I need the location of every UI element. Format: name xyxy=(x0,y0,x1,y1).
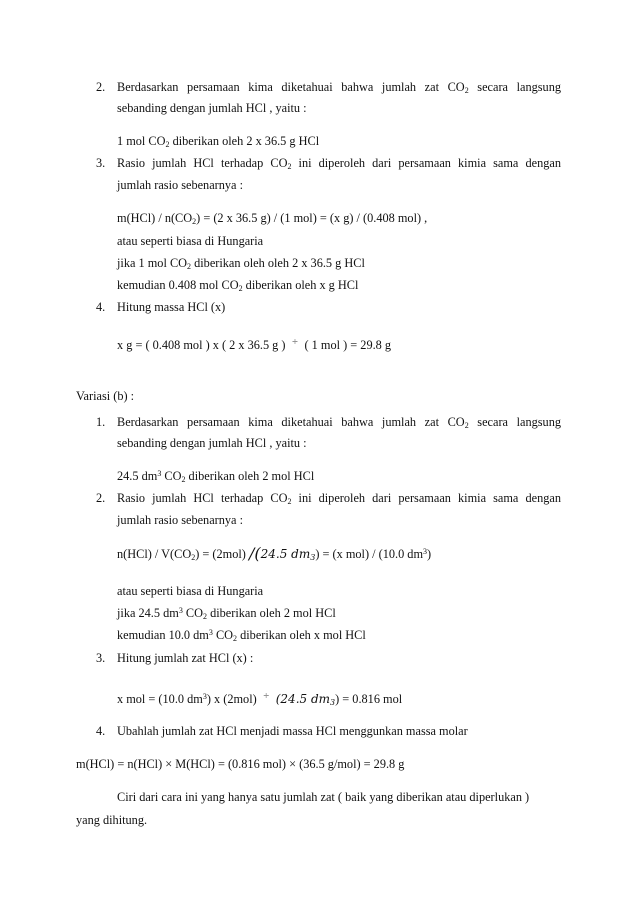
paragraph-line: atau seperti biasa di Hungaria xyxy=(117,234,264,248)
superscript: 3 xyxy=(157,469,162,478)
text-span: diberikan oleh 2 mol HCl xyxy=(207,606,336,620)
paragraph-line: atau seperti biasa di Hungaria xyxy=(117,584,264,598)
text-span: kemudian 10.0 dm xyxy=(117,628,209,642)
text-span: /( xyxy=(248,544,261,563)
text-span: kemudian 0.408 mol CO xyxy=(117,278,239,292)
text-span: secara langsung xyxy=(468,80,561,94)
list-number: 2. xyxy=(96,491,106,505)
text-span: Berdasarkan persamaan kima diketahuai bahwa jumlah zat CO xyxy=(117,415,465,429)
paragraph-line xyxy=(117,277,358,293)
divide-icon: ÷ xyxy=(291,337,299,346)
text-span: n(HCl) / V(CO xyxy=(117,547,192,561)
text-span: 24.5 xyxy=(260,547,292,561)
text-span: CO xyxy=(212,628,234,642)
paragraph-line xyxy=(117,627,366,643)
subscript: 2 xyxy=(233,634,238,643)
text-span: Rasio jumlah HCl terhadap CO xyxy=(117,491,288,505)
text-span: dm xyxy=(291,547,311,561)
superscript: 3 xyxy=(202,692,207,701)
subscript: 2 xyxy=(464,86,469,95)
subscript: 3 xyxy=(330,698,336,707)
equation-line xyxy=(117,688,402,707)
paragraph-line: Ciri dari cara ini yang hanya satu jumlah zat ( baik yang diberikan atau diperlukan ) xyxy=(117,790,530,804)
list-number: 4. xyxy=(96,300,106,314)
list-number: 2. xyxy=(96,80,106,94)
equation-line xyxy=(117,468,314,484)
list-number: 1. xyxy=(96,415,106,429)
math-expression xyxy=(248,544,316,563)
text-span: CO xyxy=(161,469,182,483)
subscript: 2 xyxy=(192,217,197,226)
subscript: 2 xyxy=(238,284,243,293)
text-span: CO xyxy=(182,606,203,620)
subscript: 2 xyxy=(165,140,170,149)
text-span: 24.5 xyxy=(280,692,311,706)
text-span: diberikan oleh x mol HCl xyxy=(237,628,366,642)
text-span: diberikan oleh oleh 2 x 36.5 g HCl xyxy=(191,256,365,270)
equation-line xyxy=(117,210,427,226)
paragraph-line xyxy=(117,255,365,271)
text-span: jika 24.5 dm xyxy=(117,606,179,620)
text-span: ( xyxy=(275,692,281,706)
text-span: ) = (x mol) / (10.0 dm xyxy=(315,547,424,561)
text-span: ) xyxy=(427,547,432,561)
paragraph-line xyxy=(117,155,561,171)
text-span: dm xyxy=(310,692,331,706)
divide-icon: ÷ xyxy=(262,691,270,700)
text-span: ) = (2mol) xyxy=(195,547,249,561)
paragraph-line: Hitung jumlah zat HCl (x) : xyxy=(117,651,254,665)
text-span: 24.5 dm xyxy=(117,469,158,483)
text-span: secara langsung xyxy=(468,415,561,429)
text-span: Rasio jumlah HCl terhadap CO xyxy=(117,156,288,170)
math-expression xyxy=(276,692,335,706)
list-number: 3. xyxy=(96,156,106,170)
subscript: 2 xyxy=(287,162,292,171)
equation-line: m(HCl) = n(HCl) × M(HCl) = (0.816 mol) × (36.5 g/mol) = 29.8 g xyxy=(76,757,405,771)
paragraph-line: Ubahlah jumlah zat HCl menjadi massa HCl menggunkan massa molar xyxy=(117,724,468,738)
paragraph-line: sebanding dengan jumlah HCl , yaitu : xyxy=(117,101,307,115)
equation-line xyxy=(117,334,391,353)
list-number: 4. xyxy=(96,724,106,738)
text-span: 1 mol CO xyxy=(117,134,166,148)
superscript: 3 xyxy=(178,606,183,615)
text-span: ini diperoleh dari persamaan kimia sama dengan xyxy=(291,491,561,505)
paragraph-line xyxy=(117,490,561,506)
list-number: 3. xyxy=(96,651,106,665)
paragraph-line xyxy=(117,79,561,95)
paragraph-line xyxy=(117,414,561,430)
equation-line xyxy=(117,133,319,149)
text-span: x mol = (10.0 dm xyxy=(117,692,203,706)
subscript: 2 xyxy=(181,475,186,484)
text-span: diberikan oleh x g HCl xyxy=(242,278,359,292)
text-span: m(HCl) / n(CO xyxy=(117,211,193,225)
subscript: 2 xyxy=(464,421,469,430)
text-span: ) = 0.816 mol xyxy=(335,692,403,706)
text-span: ini diperoleh dari persamaan kimia sama dengan xyxy=(291,156,561,170)
subscript: 2 xyxy=(187,262,192,271)
paragraph-line xyxy=(117,605,336,621)
subscript: 2 xyxy=(287,497,292,506)
superscript: 3 xyxy=(423,547,428,556)
subscript: 2 xyxy=(191,553,196,562)
subscript: 2 xyxy=(203,612,207,621)
paragraph-line: jumlah rasio sebenarnya : xyxy=(117,513,244,527)
text-span: Berdasarkan persamaan kima diketahuai bahwa jumlah zat CO xyxy=(117,80,465,94)
superscript: 3 xyxy=(208,628,213,637)
text-span: ( 1 mol ) = 29.8 g xyxy=(304,338,392,352)
equation-line xyxy=(117,546,431,562)
section-heading: Variasi (b) : xyxy=(76,389,135,403)
paragraph-line: sebanding dengan jumlah HCl , yaitu : xyxy=(117,436,307,450)
paragraph-line: Hitung massa HCl (x) xyxy=(117,300,226,314)
text-span: diberikan oleh 2 x 36.5 g HCl xyxy=(169,134,320,148)
text-span: diberikan oleh 2 mol HCl xyxy=(185,469,315,483)
subscript: 3 xyxy=(310,553,316,562)
paragraph-line: yang dihitung. xyxy=(76,813,148,827)
text-span: ) = (2 x 36.5 g) / (1 mol) = (x g) / (0.408 mol) , xyxy=(196,211,428,225)
text-span: ) x (2mol) xyxy=(206,692,257,706)
text-span: x g = ( 0.408 mol ) x ( 2 x 36.5 g ) xyxy=(117,338,286,352)
paragraph-line: jumlah rasio sebenarnya : xyxy=(117,178,244,192)
text-span: jika 1 mol CO xyxy=(117,256,188,270)
